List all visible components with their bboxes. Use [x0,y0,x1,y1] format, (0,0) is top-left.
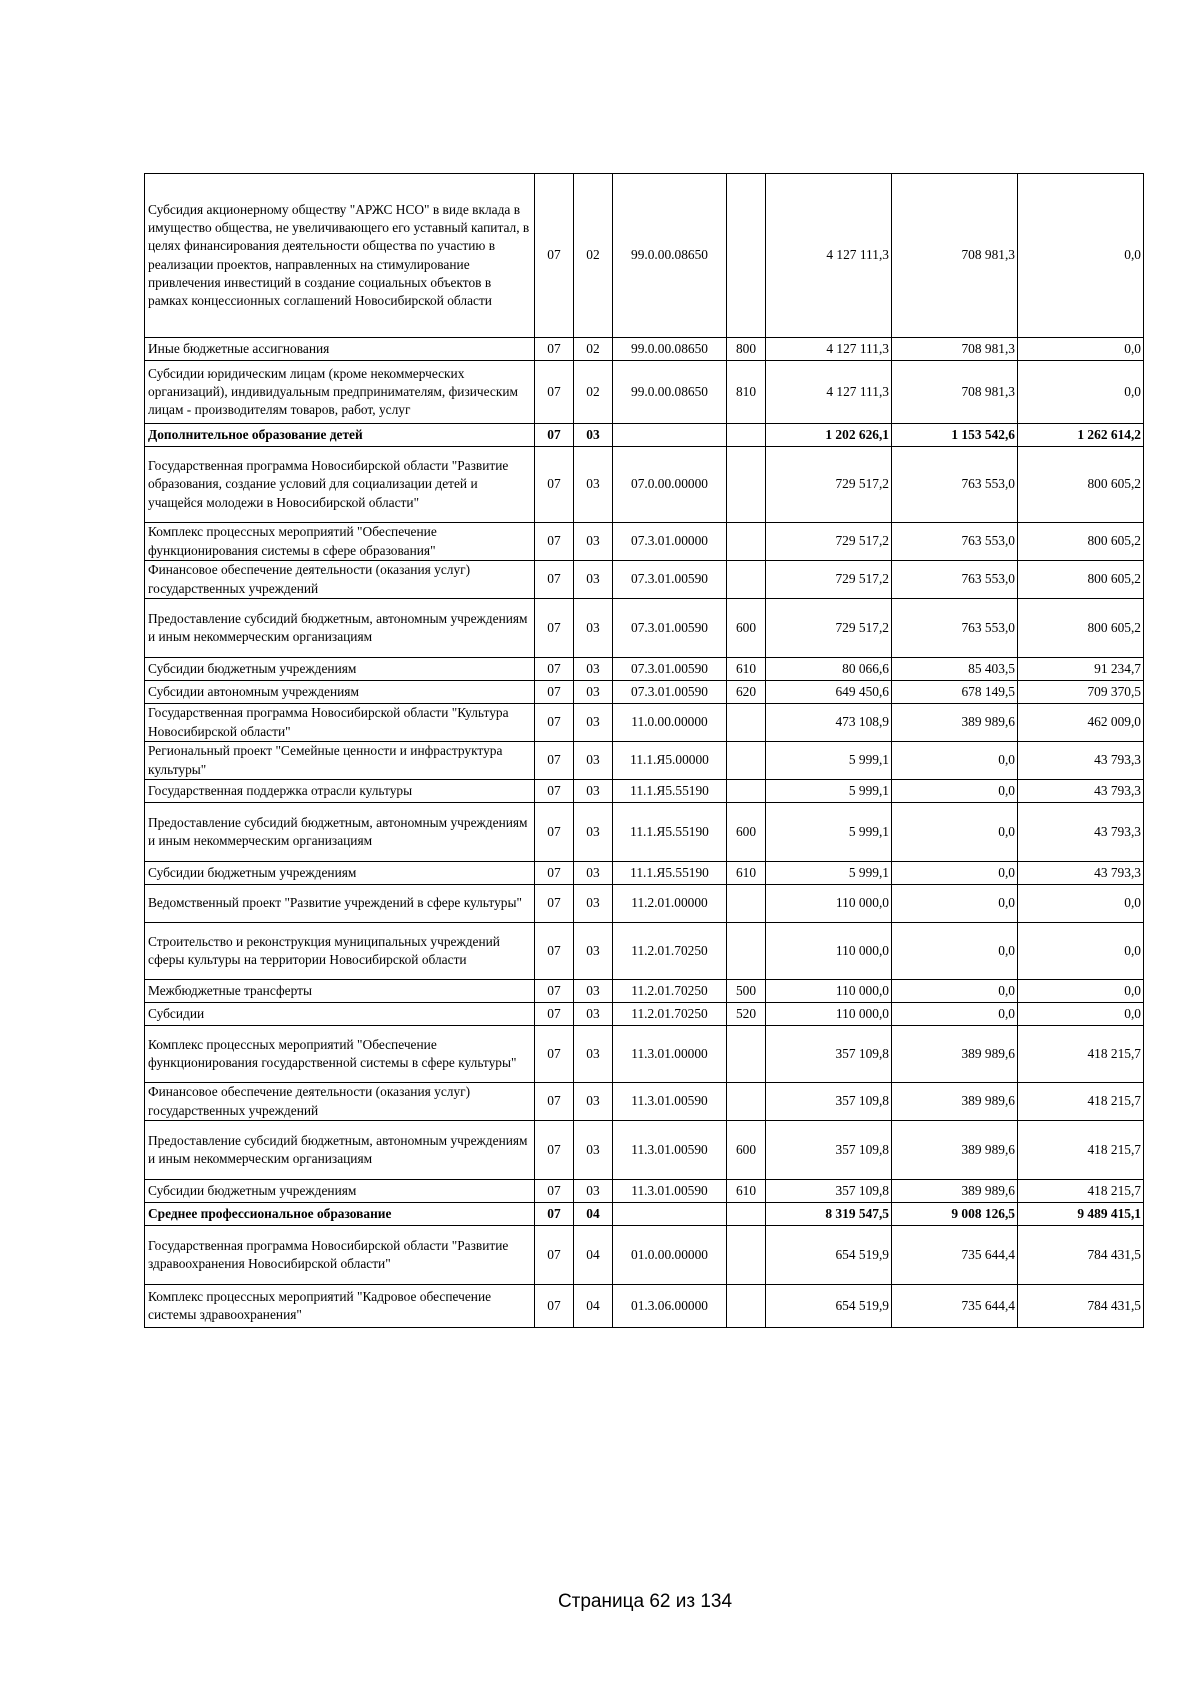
cell-expense-type [727,742,766,780]
table-row [145,780,1144,803]
cell-amount-year3: 0,0 [1018,174,1144,338]
cell-section: 07 [535,780,574,803]
cell-target-article: 11.1.Я5.55190 [613,862,727,885]
table-row [145,424,1144,447]
cell-amount-year1: 4 127 111,3 [766,361,892,424]
cell-subsection: 03 [574,862,613,885]
cell-amount-year3: 43 793,3 [1018,862,1144,885]
cell-name: Комплекс процессных мероприятий "Обеспечение функционирования системы в сфере образования" [145,523,535,561]
cell-subsection: 03 [574,704,613,742]
cell-amount-year3: 0,0 [1018,338,1144,361]
cell-expense-type: 600 [727,599,766,658]
cell-subsection: 03 [574,1083,613,1121]
cell-amount-year3: 43 793,3 [1018,742,1144,780]
cell-section: 07 [535,1226,574,1285]
cell-name: Предоставление субсидий бюджетным, автономным учреждениям и иным некоммерческим организациям [145,1121,535,1180]
cell-target-article: 11.3.01.00590 [613,1121,727,1180]
cell-amount-year2: 763 553,0 [892,599,1018,658]
cell-subsection: 03 [574,742,613,780]
cell-subsection: 03 [574,658,613,681]
table-row [145,1180,1144,1203]
cell-name: Дополнительное образование детей [145,424,535,447]
cell-amount-year3: 0,0 [1018,980,1144,1003]
cell-name: Государственная программа Новосибирской области "Развитие образования, создание условий для социализации детей и учащейся молодежи в Новосибирской области" [145,447,535,523]
cell-amount-year2: 85 403,5 [892,658,1018,681]
cell-target-article: 11.3.01.00590 [613,1180,727,1203]
cell-target-article: 11.1.Я5.55190 [613,780,727,803]
cell-amount-year2: 389 989,6 [892,704,1018,742]
cell-amount-year3: 800 605,2 [1018,599,1144,658]
cell-subsection: 03 [574,523,613,561]
cell-amount-year1: 110 000,0 [766,980,892,1003]
cell-amount-year1: 729 517,2 [766,561,892,599]
cell-expense-type [727,1285,766,1328]
cell-amount-year1: 1 202 626,1 [766,424,892,447]
cell-amount-year2: 708 981,3 [892,361,1018,424]
cell-target-article: 99.0.00.08650 [613,338,727,361]
cell-amount-year2: 763 553,0 [892,561,1018,599]
table-body [145,174,1144,1328]
cell-section: 07 [535,1083,574,1121]
cell-subsection: 02 [574,338,613,361]
cell-target-article: 99.0.00.08650 [613,361,727,424]
table-row [145,885,1144,923]
cell-amount-year1: 5 999,1 [766,862,892,885]
cell-subsection: 04 [574,1285,613,1328]
cell-name: Региональный проект "Семейные ценности и инфраструктура культуры" [145,742,535,780]
table-row [145,704,1144,742]
cell-subsection: 03 [574,424,613,447]
cell-amount-year3: 1 262 614,2 [1018,424,1144,447]
cell-subsection: 03 [574,980,613,1003]
cell-amount-year1: 110 000,0 [766,885,892,923]
cell-section: 07 [535,1121,574,1180]
cell-name: Межбюджетные трансферты [145,980,535,1003]
cell-section: 07 [535,980,574,1003]
cell-amount-year2: 389 989,6 [892,1083,1018,1121]
cell-name: Субсидия акционерному обществу "АРЖС НСО" в виде вклада в имущество общества, не увеличивающего его уставный капитал, в целях финансирования деятельности общества по участию в реализации проектов, направленных на стимулирование привлечения инвестиций в создание социальных объектов в рамках концессионных соглашений Новосибирской области [145,174,535,338]
table-row [145,742,1144,780]
table-row [145,1285,1144,1328]
cell-amount-year3: 800 605,2 [1018,523,1144,561]
cell-section: 07 [535,1026,574,1083]
cell-amount-year1: 110 000,0 [766,923,892,980]
cell-amount-year3: 418 215,7 [1018,1083,1144,1121]
cell-name: Иные бюджетные ассигнования [145,338,535,361]
cell-amount-year1: 110 000,0 [766,1003,892,1026]
cell-target-article: 11.3.01.00590 [613,1083,727,1121]
cell-subsection: 03 [574,803,613,862]
cell-target-article: 11.0.00.00000 [613,704,727,742]
cell-expense-type [727,885,766,923]
cell-expense-type [727,1083,766,1121]
cell-amount-year3: 0,0 [1018,923,1144,980]
cell-section: 07 [535,361,574,424]
cell-target-article: 11.1.Я5.55190 [613,803,727,862]
cell-amount-year2: 389 989,6 [892,1121,1018,1180]
cell-expense-type: 800 [727,338,766,361]
cell-amount-year1: 5 999,1 [766,803,892,862]
table-row [145,174,1144,338]
cell-amount-year3: 0,0 [1018,885,1144,923]
cell-amount-year2: 389 989,6 [892,1180,1018,1203]
table-row [145,1083,1144,1121]
cell-target-article: 07.3.01.00590 [613,561,727,599]
cell-expense-type: 610 [727,658,766,681]
cell-subsection: 04 [574,1226,613,1285]
cell-name: Предоставление субсидий бюджетным, автономным учреждениям и иным некоммерческим организациям [145,803,535,862]
cell-target-article: 11.2.01.70250 [613,923,727,980]
cell-amount-year1: 4 127 111,3 [766,174,892,338]
cell-amount-year1: 8 319 547,5 [766,1203,892,1226]
cell-name: Субсидии бюджетным учреждениям [145,1180,535,1203]
cell-amount-year3: 43 793,3 [1018,803,1144,862]
cell-amount-year2: 0,0 [892,923,1018,980]
cell-target-article: 01.0.00.00000 [613,1226,727,1285]
cell-amount-year2: 0,0 [892,803,1018,862]
cell-target-article: 07.3.01.00590 [613,599,727,658]
cell-name: Государственная поддержка отрасли культуры [145,780,535,803]
cell-target-article: 07.3.01.00000 [613,523,727,561]
cell-amount-year2: 0,0 [892,1003,1018,1026]
page-number: Страница 62 из 134 [557,1591,733,1612]
cell-name: Финансовое обеспечение деятельности (оказания услуг) государственных учреждений [145,1083,535,1121]
cell-amount-year2: 708 981,3 [892,338,1018,361]
cell-amount-year2: 1 153 542,6 [892,424,1018,447]
cell-name: Финансовое обеспечение деятельности (оказания услуг) государственных учреждений [145,561,535,599]
cell-target-article: 11.2.01.00000 [613,885,727,923]
cell-amount-year2: 678 149,5 [892,681,1018,704]
cell-name: Государственная программа Новосибирской области "Культура Новосибирской области" [145,704,535,742]
cell-target-article: 07.3.01.00590 [613,681,727,704]
cell-amount-year3: 418 215,7 [1018,1026,1144,1083]
cell-name: Субсидии [145,1003,535,1026]
cell-expense-type: 500 [727,980,766,1003]
cell-expense-type [727,1026,766,1083]
cell-target-article: 07.3.01.00590 [613,658,727,681]
cell-name: Среднее профессиональное образование [145,1203,535,1226]
cell-section: 07 [535,424,574,447]
cell-expense-type [727,1226,766,1285]
table-row [145,923,1144,980]
table-row [145,803,1144,862]
cell-amount-year3: 43 793,3 [1018,780,1144,803]
cell-amount-year1: 5 999,1 [766,742,892,780]
cell-expense-type [727,1203,766,1226]
cell-amount-year3: 91 234,7 [1018,658,1144,681]
cell-subsection: 03 [574,1003,613,1026]
cell-section: 07 [535,803,574,862]
cell-amount-year1: 5 999,1 [766,780,892,803]
cell-name: Предоставление субсидий бюджетным, автономным учреждениям и иным некоммерческим организациям [145,599,535,658]
cell-amount-year2: 735 644,4 [892,1285,1018,1328]
cell-subsection: 03 [574,1026,613,1083]
cell-section: 07 [535,174,574,338]
cell-amount-year3: 0,0 [1018,1003,1144,1026]
cell-target-article: 11.1.Я5.00000 [613,742,727,780]
cell-name: Субсидии юридическим лицам (кроме некоммерческих организаций), индивидуальным предпринимателям, физическим лицам - производителям товаров, работ, услуг [145,361,535,424]
cell-subsection: 03 [574,923,613,980]
cell-target-article: 11.3.01.00000 [613,1026,727,1083]
cell-expense-type: 810 [727,361,766,424]
cell-section: 07 [535,681,574,704]
cell-subsection: 03 [574,561,613,599]
cell-amount-year1: 473 108,9 [766,704,892,742]
cell-expense-type: 600 [727,1121,766,1180]
cell-subsection: 03 [574,681,613,704]
cell-amount-year2: 0,0 [892,742,1018,780]
cell-target-article: 99.0.00.08650 [613,174,727,338]
cell-amount-year2: 0,0 [892,780,1018,803]
cell-expense-type: 620 [727,681,766,704]
cell-target-article: 11.2.01.70250 [613,1003,727,1026]
cell-subsection: 03 [574,1180,613,1203]
cell-name: Субсидии автономным учреждениям [145,681,535,704]
cell-section: 07 [535,1003,574,1026]
cell-amount-year1: 4 127 111,3 [766,338,892,361]
table-row [145,523,1144,561]
cell-amount-year3: 462 009,0 [1018,704,1144,742]
cell-amount-year3: 418 215,7 [1018,1180,1144,1203]
cell-amount-year3: 784 431,5 [1018,1285,1144,1328]
cell-target-article: 07.0.00.00000 [613,447,727,523]
cell-amount-year2: 9 008 126,5 [892,1203,1018,1226]
cell-amount-year1: 357 109,8 [766,1121,892,1180]
cell-name: Субсидии бюджетным учреждениям [145,658,535,681]
cell-subsection: 03 [574,1121,613,1180]
cell-name: Субсидии бюджетным учреждениям [145,862,535,885]
cell-target-article: 11.2.01.70250 [613,980,727,1003]
table-row [145,1026,1144,1083]
table-row [145,447,1144,523]
cell-name: Комплекс процессных мероприятий "Обеспечение функционирования государственной системы в сфере культуры" [145,1026,535,1083]
cell-section: 07 [535,561,574,599]
cell-amount-year2: 0,0 [892,980,1018,1003]
cell-target-article: 01.3.06.00000 [613,1285,727,1328]
cell-expense-type [727,174,766,338]
table-row [145,862,1144,885]
cell-expense-type: 520 [727,1003,766,1026]
cell-amount-year3: 784 431,5 [1018,1226,1144,1285]
cell-expense-type: 600 [727,803,766,862]
cell-amount-year1: 729 517,2 [766,523,892,561]
cell-expense-type [727,561,766,599]
cell-section: 07 [535,1285,574,1328]
cell-amount-year3: 800 605,2 [1018,447,1144,523]
table-row [145,561,1144,599]
table-row [145,1226,1144,1285]
cell-amount-year1: 80 066,6 [766,658,892,681]
cell-section: 07 [535,658,574,681]
table-row [145,980,1144,1003]
cell-expense-type [727,704,766,742]
table-row [145,658,1144,681]
cell-amount-year1: 649 450,6 [766,681,892,704]
cell-amount-year2: 0,0 [892,862,1018,885]
cell-amount-year2: 708 981,3 [892,174,1018,338]
cell-section: 07 [535,862,574,885]
table-row [145,599,1144,658]
cell-section: 07 [535,523,574,561]
cell-amount-year1: 654 519,9 [766,1226,892,1285]
cell-name: Строительство и реконструкция муниципальных учреждений сферы культуры на территории Новосибирской области [145,923,535,980]
cell-amount-year3: 418 215,7 [1018,1121,1144,1180]
budget-table [144,173,1144,1328]
cell-section: 07 [535,447,574,523]
cell-subsection: 03 [574,447,613,523]
cell-amount-year1: 729 517,2 [766,447,892,523]
cell-subsection: 03 [574,885,613,923]
cell-expense-type [727,780,766,803]
cell-expense-type: 610 [727,862,766,885]
cell-amount-year1: 357 109,8 [766,1026,892,1083]
cell-amount-year2: 389 989,6 [892,1026,1018,1083]
cell-target-article [613,424,727,447]
cell-amount-year3: 9 489 415,1 [1018,1203,1144,1226]
cell-name: Комплекс процессных мероприятий "Кадровое обеспечение системы здравоохранения" [145,1285,535,1328]
cell-amount-year2: 735 644,4 [892,1226,1018,1285]
cell-expense-type [727,523,766,561]
cell-amount-year2: 763 553,0 [892,523,1018,561]
cell-name: Ведомственный проект "Развитие учреждений в сфере культуры" [145,885,535,923]
cell-section: 07 [535,923,574,980]
cell-amount-year3: 0,0 [1018,361,1144,424]
cell-amount-year1: 654 519,9 [766,1285,892,1328]
table-row [145,338,1144,361]
cell-expense-type [727,447,766,523]
table-row [145,1121,1144,1180]
cell-expense-type [727,923,766,980]
cell-expense-type: 610 [727,1180,766,1203]
cell-expense-type [727,424,766,447]
cell-section: 07 [535,885,574,923]
table-row [145,1003,1144,1026]
cell-section: 07 [535,1203,574,1226]
cell-subsection: 04 [574,1203,613,1226]
cell-amount-year1: 357 109,8 [766,1180,892,1203]
cell-amount-year3: 709 370,5 [1018,681,1144,704]
cell-amount-year3: 800 605,2 [1018,561,1144,599]
cell-subsection: 03 [574,780,613,803]
cell-subsection: 02 [574,361,613,424]
cell-amount-year2: 763 553,0 [892,447,1018,523]
cell-subsection: 02 [574,174,613,338]
cell-amount-year1: 357 109,8 [766,1083,892,1121]
table-row [145,1203,1144,1226]
cell-target-article [613,1203,727,1226]
cell-amount-year2: 0,0 [892,885,1018,923]
cell-section: 07 [535,1180,574,1203]
table-row [145,361,1144,424]
table-row [145,681,1144,704]
cell-section: 07 [535,742,574,780]
cell-name: Государственная программа Новосибирской области "Развитие здравоохранения Новосибирской области" [145,1226,535,1285]
cell-subsection: 03 [574,599,613,658]
cell-amount-year1: 729 517,2 [766,599,892,658]
cell-section: 07 [535,338,574,361]
cell-section: 07 [535,704,574,742]
cell-section: 07 [535,599,574,658]
